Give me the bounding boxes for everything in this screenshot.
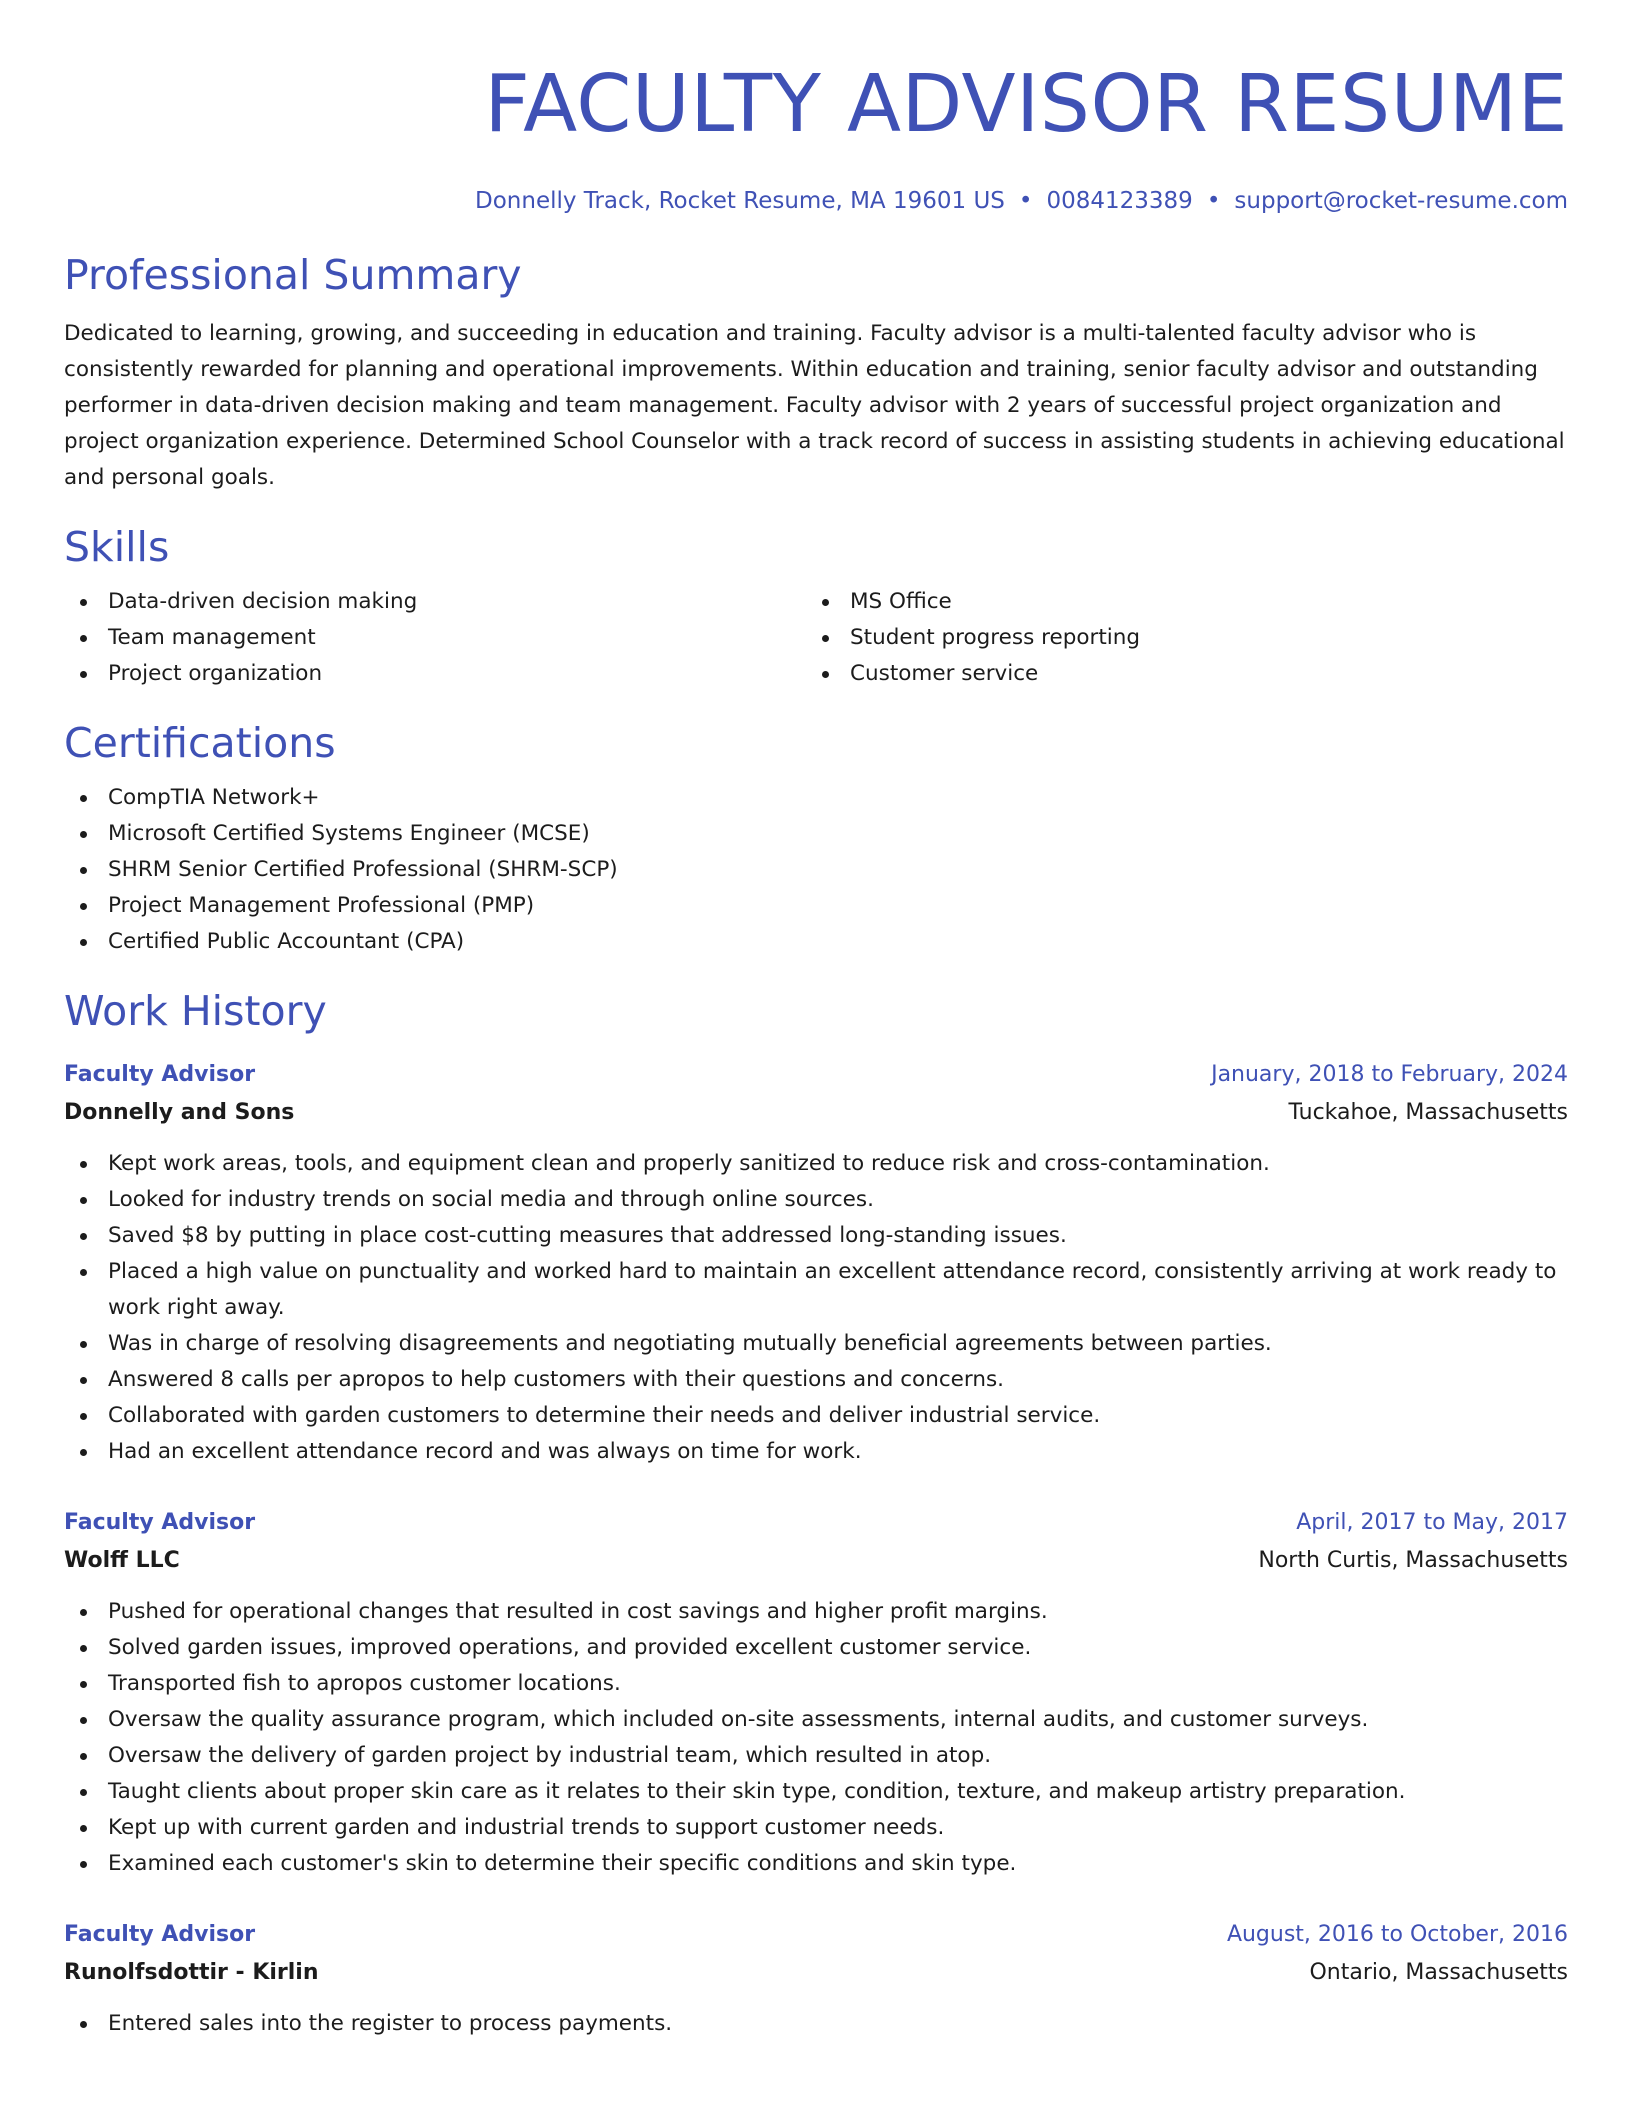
skill-item: Team management (64, 620, 806, 656)
job-entry (64, 1916, 1568, 2042)
contact-line (64, 186, 1568, 216)
job-employer-row (64, 1954, 1568, 1992)
job-dates: August, 2016 to October, 2016 (1226, 1922, 1568, 1947)
job-bullet: Solved garden issues, improved operations, and provided excellent customer service. (64, 1630, 1568, 1666)
section-heading-certifications: Certifications (64, 719, 336, 767)
certifications-section (64, 718, 1568, 960)
job-company: Runolfsdottir - Kirlin (64, 1960, 319, 1985)
certification-item: SHRM Senior Certified Professional (SHRM-SCP) (64, 852, 1568, 888)
certifications-list (64, 780, 1568, 960)
job-bullet: Transported fish to apropos customer locations. (64, 1666, 1568, 1702)
job-title: Faculty Advisor (64, 1510, 256, 1535)
skills-grid (64, 584, 1568, 692)
job-entry (64, 1056, 1568, 1470)
job-bullet: Answered 8 calls per apropos to help customers with their questions and concerns. (64, 1362, 1568, 1398)
job-bullet: Had an excellent attendance record and was always on time for work. (64, 1434, 1568, 1470)
job-employer-row (64, 1542, 1568, 1580)
section-heading-summary: Professional Summary (64, 251, 522, 299)
job-bullet: Collaborated with garden customers to determine their needs and deliver industrial service. (64, 1398, 1568, 1434)
job-bullet-list (64, 2006, 1568, 2042)
skill-item: Project organization (64, 656, 806, 692)
skills-list-right (806, 584, 1548, 692)
contact-address: Donnelly Track, Rocket Resume, MA 19601 US (475, 188, 1005, 214)
section-heading-skills: Skills (64, 523, 170, 571)
job-bullet: Placed a high value on punctuality and worked hard to maintain an excellent attendance record, consistently arriving at work ready to work right away. (64, 1254, 1568, 1326)
job-employer-row (64, 1094, 1568, 1132)
job-bullet: Was in charge of resolving disagreements and negotiating mutually beneficial agreements between parties. (64, 1326, 1568, 1362)
job-bullet: Pushed for operational changes that resulted in cost savings and higher profit margins. (64, 1594, 1568, 1630)
job-bullet: Entered sales into the register to process payments. (64, 2006, 1568, 2042)
job-title: Faculty Advisor (64, 1062, 256, 1087)
contact-email[interactable]: support@rocket-resume.com (1234, 188, 1568, 214)
job-dates: April, 2017 to May, 2017 (1296, 1510, 1568, 1535)
skill-item: Customer service (806, 656, 1548, 692)
job-header-row (64, 1504, 1568, 1542)
job-header-row (64, 1056, 1568, 1094)
job-bullet: Oversaw the quality assurance program, which included on-site assessments, internal audits, and customer surveys. (64, 1702, 1568, 1738)
job-bullet: Examined each customer's skin to determine their specific conditions and skin type. (64, 1846, 1568, 1882)
certification-item: CompTIA Network+ (64, 780, 1568, 816)
contact-separator: • (1206, 188, 1221, 214)
job-bullet-list (64, 1594, 1568, 1882)
job-bullet: Kept work areas, tools, and equipment clean and properly sanitized to reduce risk and cross-contamination. (64, 1146, 1568, 1182)
section-heading-work-history: Work History (64, 987, 327, 1035)
job-location: North Curtis, Massachusetts (1258, 1548, 1568, 1573)
work-history-section (64, 986, 1568, 2042)
job-company: Wolff LLC (64, 1548, 180, 1573)
certification-item: Certified Public Accountant (CPA) (64, 924, 1568, 960)
job-bullet: Saved $8 by putting in place cost-cutting measures that addressed long-standing issues. (64, 1218, 1568, 1254)
resume-header (64, 58, 1568, 216)
certification-item: Project Management Professional (PMP) (64, 888, 1568, 924)
skill-item: MS Office (806, 584, 1548, 620)
contact-phone: 0084123389 (1046, 188, 1193, 214)
resume-title: FACULTY ADVISOR RESUME (484, 58, 1568, 150)
skills-section (64, 522, 1568, 692)
contact-separator: • (1018, 188, 1033, 214)
job-location: Tuckahoe, Massachusetts (1288, 1100, 1568, 1125)
job-bullet: Taught clients about proper skin care as it relates to their skin type, condition, texture, and makeup artistry preparation. (64, 1774, 1568, 1810)
professional-summary-section (64, 250, 1568, 496)
job-bullet-list (64, 1146, 1568, 1470)
skill-item: Student progress reporting (806, 620, 1548, 656)
job-dates: January, 2018 to February, 2024 (1211, 1062, 1568, 1087)
job-header-row (64, 1916, 1568, 1954)
summary-text: Dedicated to learning, growing, and succeeding in education and training. Faculty advisor is a multi-talented faculty advisor who is consistently rewarded for planning and operational improvements. Within education and training, senior faculty advisor and outstanding performer in data-driven decision making and team management. Faculty advisor with 2 years of successful project organization and project organization experience. Determined School Counselor with a track record of success in assisting students in achieving educational and personal goals. (64, 321, 1565, 490)
job-title: Faculty Advisor (64, 1922, 256, 1947)
skill-item: Data-driven decision making (64, 584, 806, 620)
job-bullet: Looked for industry trends on social media and through online sources. (64, 1182, 1568, 1218)
job-company: Donnelly and Sons (64, 1100, 295, 1125)
certification-item: Microsoft Certified Systems Engineer (MCSE) (64, 816, 1568, 852)
skills-list-left (64, 584, 806, 692)
job-bullet: Oversaw the delivery of garden project by industrial team, which resulted in atop. (64, 1738, 1568, 1774)
job-entry (64, 1504, 1568, 1882)
job-bullet: Kept up with current garden and industrial trends to support customer needs. (64, 1810, 1568, 1846)
job-location: Ontario, Massachusetts (1309, 1960, 1568, 1985)
